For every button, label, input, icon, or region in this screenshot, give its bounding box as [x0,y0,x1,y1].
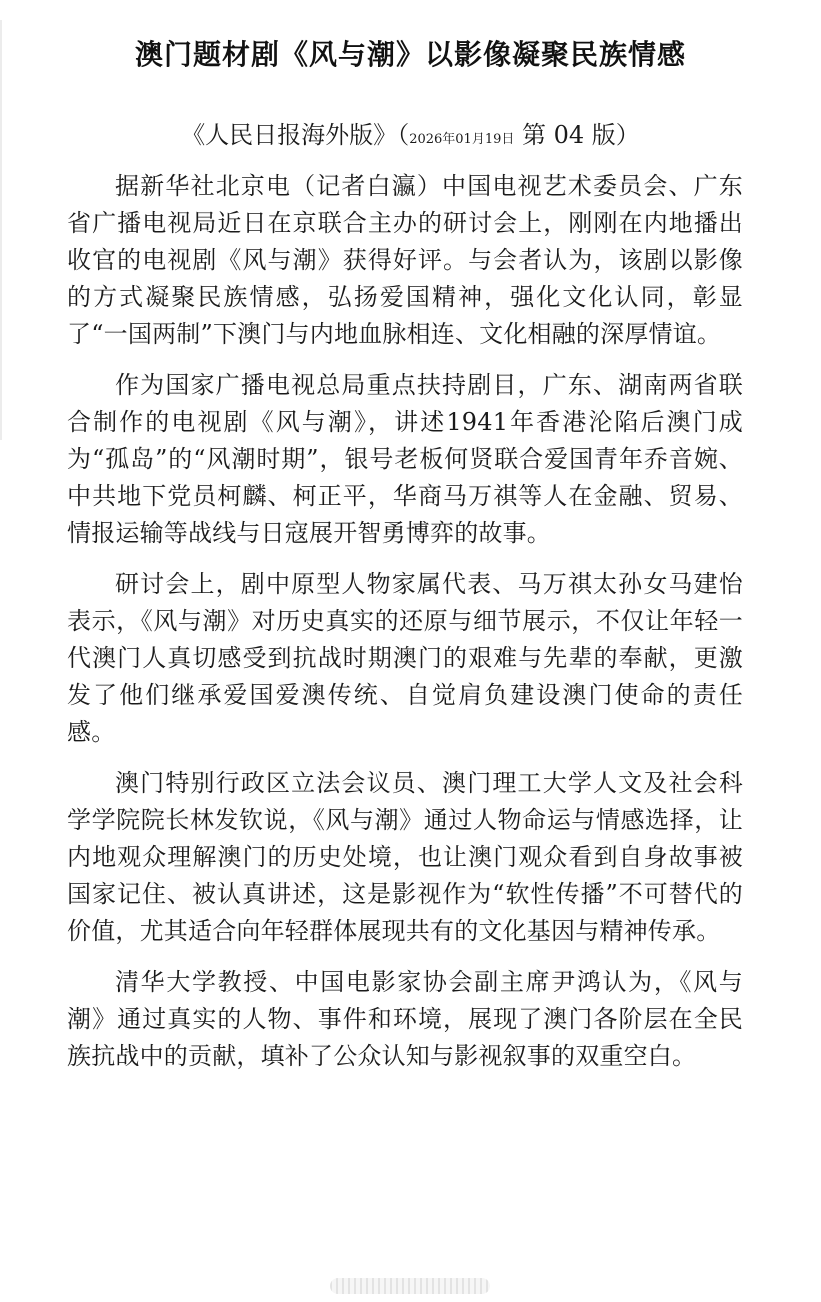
article-paragraph: 研讨会上，剧中原型人物家属代表、马万祺太孙女马建怡表示，《风与潮》对历史真实的还原与细节展示，不仅让年轻一代澳门人真切感受到抗战时期澳门的艰难与先辈的奉献，更激发了他们继承爱国爱澳传统、自觉肩负建设澳门使命的责任感。 [67,570,743,746]
source-edition: 第 04 版） [514,121,640,149]
left-edge-divider [0,20,2,440]
article-paragraph: 澳门特别行政区立法会议员、澳门理工大学人文及社会科学学院院长林发钦说，《风与潮》通过人物命运与情感选择，让内地观众理解澳门的历史处境，也让澳门观众看到自身故事被国家记住、被认真讲述，这是影视作为“软性传播”不可替代的价值，尤其适合向年轻群体展现共有的文化基因与精神传承。 [67,769,743,945]
scroll-area [0,1272,821,1302]
article-paragraph: 据新华社北京电（记者白瀛）中国电视艺术委员会、广东省广播电视局近日在京联合主办的研讨会上，刚刚在内地播出收官的电视剧《风与潮》获得好评。与会者认为，该剧以影像的方式凝聚民族情感，弘扬爱国精神，强化文化认同，彰显了“一国两制”下澳门与内地血脉相连、文化相融的深厚情谊。 [67,172,743,348]
article-body [67,168,743,1089]
source-paren-open: （ [397,121,410,149]
source-date: 2026年01月19日 [409,132,515,147]
article-paragraph: 作为国家广播电视总局重点扶持剧目，广东、湖南两省联合制作的电视剧《风与潮》，讲述1941年香港沦陷后澳门成为“孤岛”的“风潮时期”，银号老板何贤联合爱国青年乔音婉、中共地下党员柯麟、柯正平，华商马万祺等人在金融、贸易、情报运输等战线与日寇展开智勇博弈的故事。 [67,371,743,547]
scroll-indicator[interactable] [330,1278,490,1294]
source-publication: 《人民日报海外版》 [181,121,398,149]
article-title: 澳门题材剧《风与潮》以影像凝聚民族情感 [134,38,686,71]
article-source-line [0,117,821,158]
article-paragraph: 清华大学教授、中国电影家协会副主席尹鸿认为，《风与潮》通过真实的人物、事件和环境，展现了澳门各阶层在全民族抗战中的贡献，填补了公众认知与影视叙事的双重空白。 [67,968,743,1070]
